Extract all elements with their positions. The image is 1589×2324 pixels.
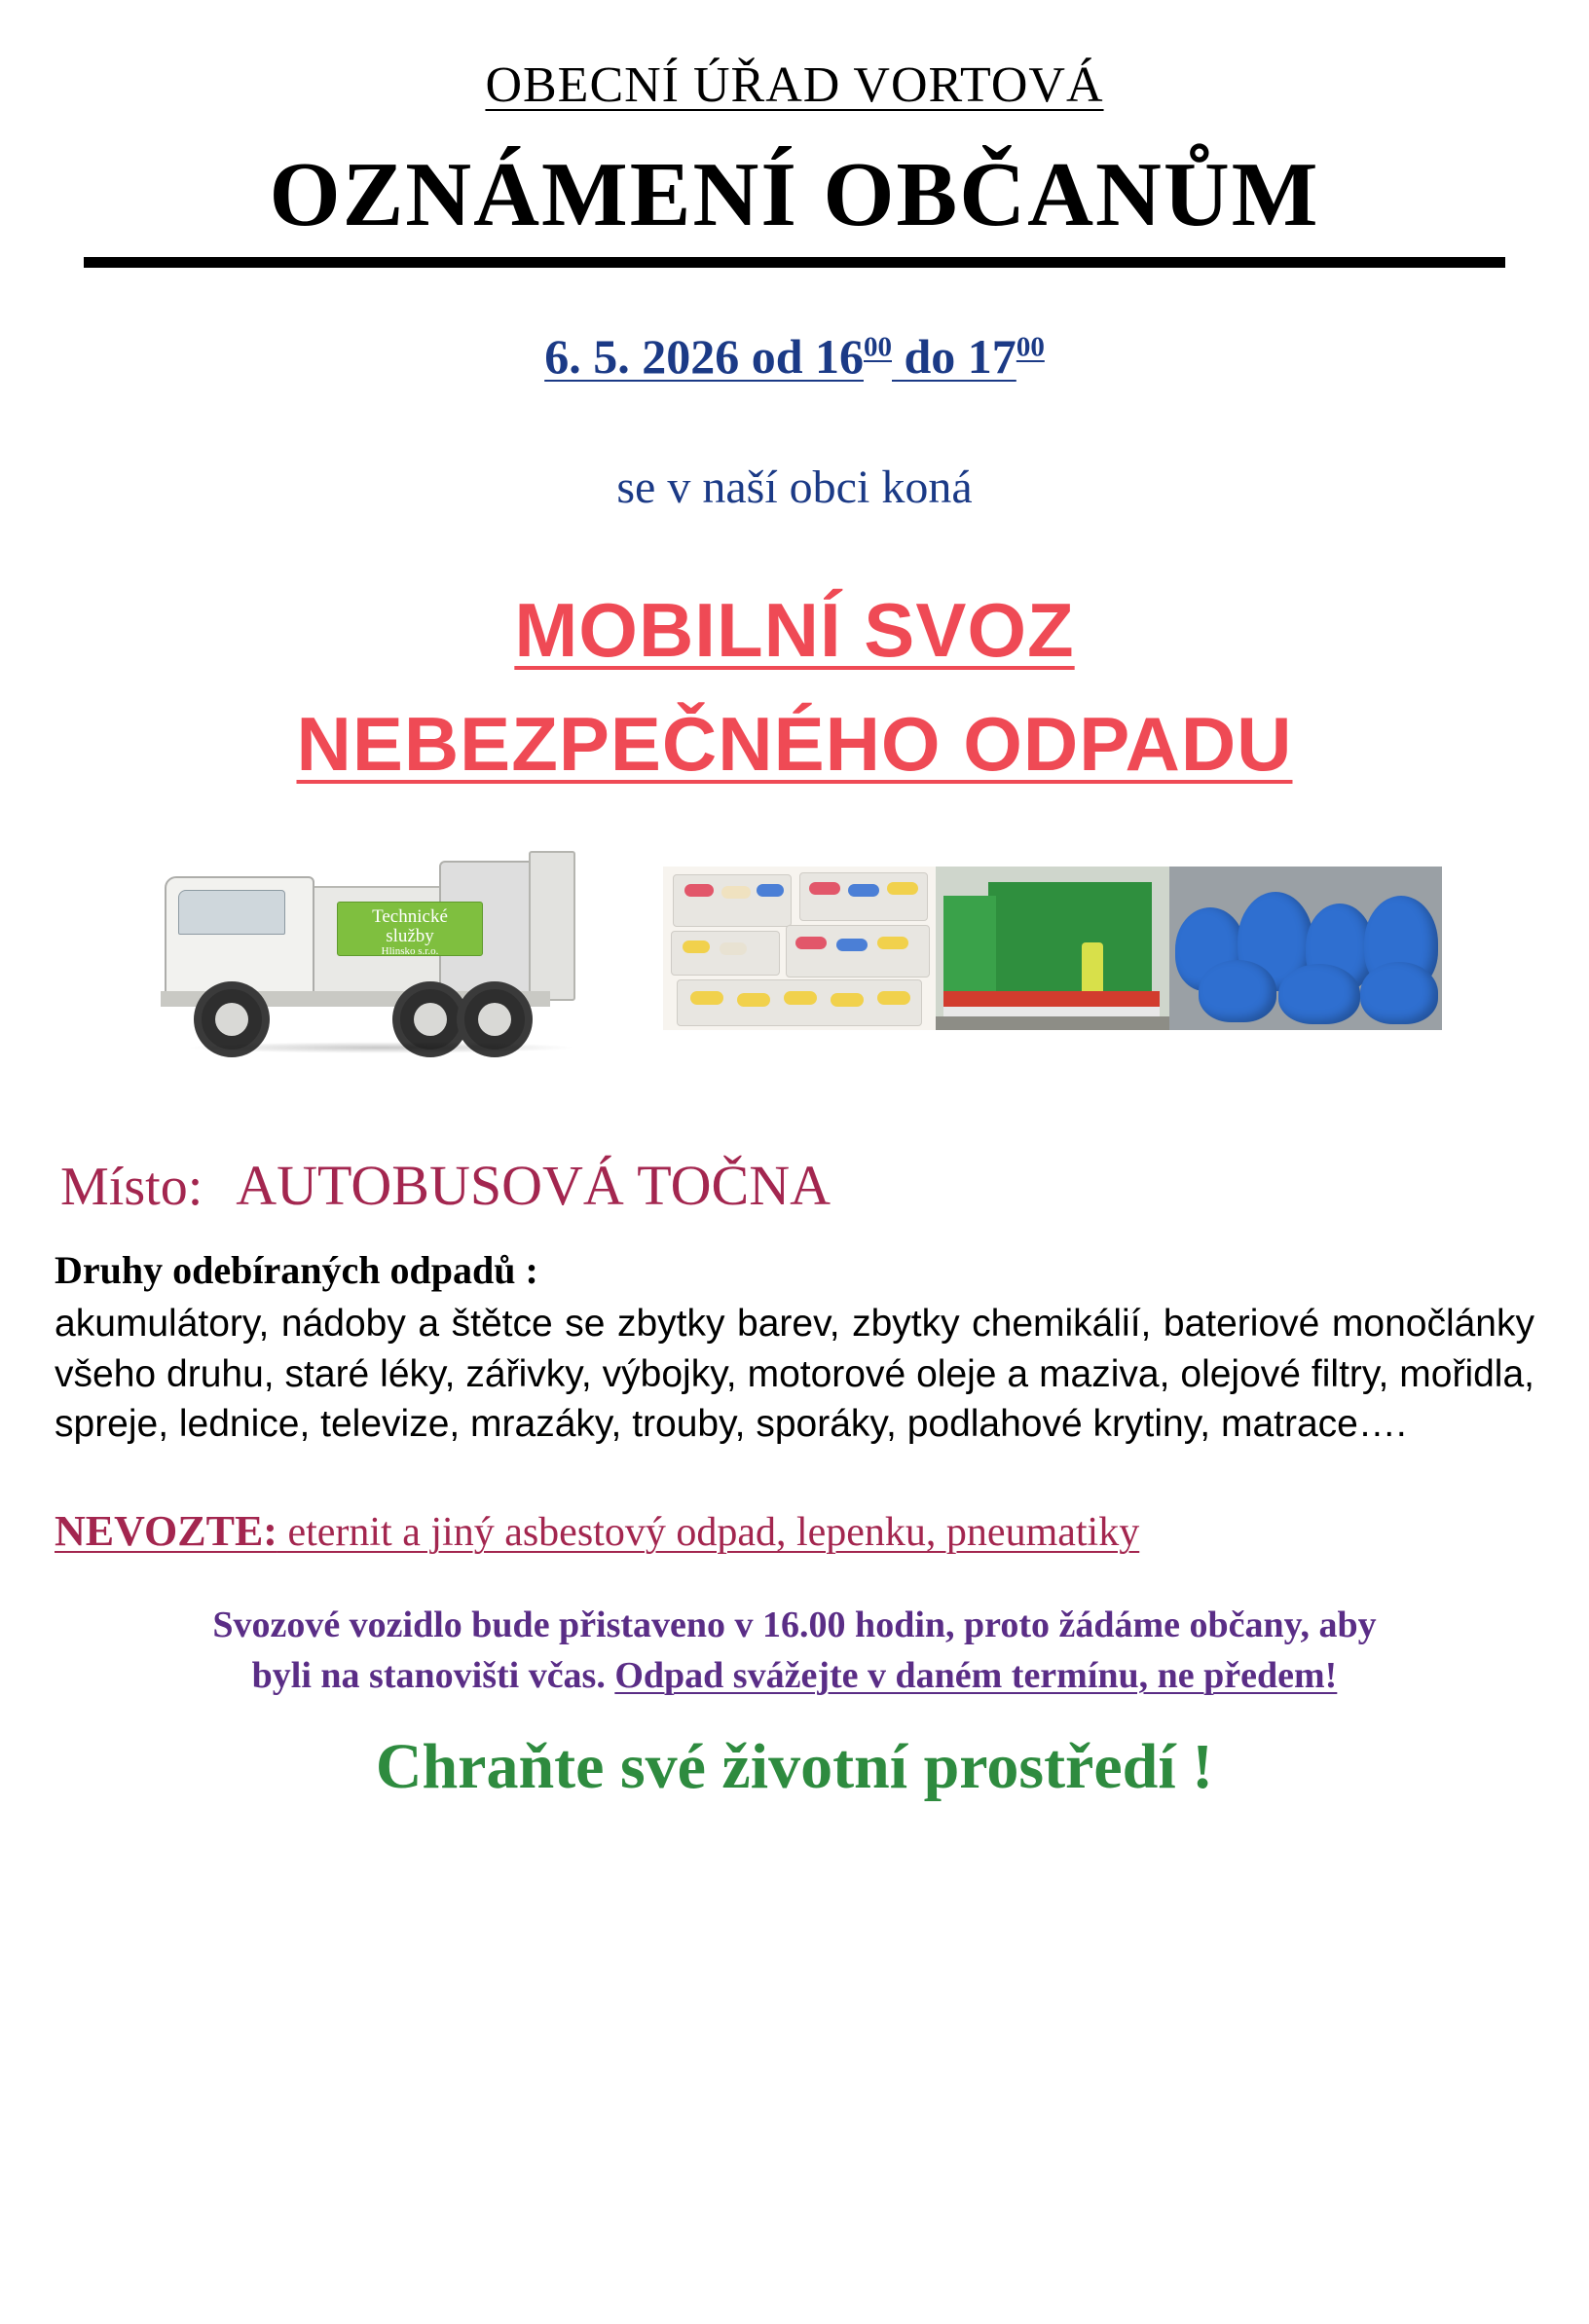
announcement-title: OZNÁMENÍ OBČANŮM bbox=[269, 144, 1320, 245]
notice-text bbox=[78, 1601, 1511, 1701]
truck-plate-line-1: Technické bbox=[372, 905, 448, 927]
event-date-sup-start: 00 bbox=[864, 331, 892, 363]
slogan-text: Chraňte své životní prostředí ! bbox=[375, 1730, 1214, 1802]
place-row bbox=[60, 1153, 1589, 1218]
image-strip bbox=[113, 835, 1476, 1088]
office-title: OBECNÍ ÚŘAD VORTOVÁ bbox=[485, 57, 1104, 113]
headline-line-1: MOBILNÍ SVOZ bbox=[514, 586, 1075, 673]
headline-line-2: NEBEZPEČNÉHO ODPADU bbox=[296, 700, 1293, 787]
truck-plate-line-2: služby bbox=[386, 925, 434, 946]
waste-types-title: Druhy odebíraných odpadů : bbox=[55, 1247, 538, 1292]
notice-line-1: Svozové vozidlo bude přistaveno v 16.00 hodin, proto žádáme občany, aby bbox=[212, 1605, 1377, 1646]
place-value: AUTOBUSOVÁ TOČNA bbox=[236, 1153, 831, 1217]
notice-line-2 bbox=[78, 1651, 1511, 1701]
do-not-bring-text: eternit a jiný asbestový odpad, lepenku, pneumatiky bbox=[277, 1510, 1140, 1556]
poster-page bbox=[0, 56, 1589, 2324]
event-subline: se v naší obci koná bbox=[616, 461, 973, 513]
event-date bbox=[0, 328, 1589, 385]
medicine-pills-photo bbox=[663, 867, 936, 1030]
garbage-truck-photo bbox=[147, 835, 663, 1088]
truck-company-plate bbox=[337, 902, 483, 956]
do-not-bring-label: NEVOZTE: bbox=[55, 1507, 277, 1556]
green-collection-truck-photo bbox=[936, 867, 1169, 1030]
notice-line-2-underlined: Odpad svážejte v daném termínu, ne předem! bbox=[614, 1654, 1338, 1696]
notice-line-2-plain: byli na stanovišti včas. bbox=[251, 1654, 615, 1696]
event-date-sup-end: 00 bbox=[1016, 331, 1045, 363]
event-date-prefix: 6. 5. 2026 od 16 bbox=[544, 328, 864, 384]
event-date-mid: do 17 bbox=[892, 328, 1016, 384]
truck-plate-line-3: Hlinsko s.r.o. bbox=[381, 944, 439, 957]
waste-types-body: akumulátory, nádoby a štětce se zbytky barev, zbytky chemikálií, bateriové monočlánky všeho druhu, staré léky, zářivky, výbojky, motorové oleje a maziva, olejové filtry, mořidla, spreje, lednice, televize, mrazáky, trouby, sporáky, podlahové krytiny, matrace…. bbox=[55, 1302, 1534, 1446]
blue-waste-bags-photo bbox=[1169, 867, 1442, 1030]
do-not-bring-row bbox=[55, 1506, 1589, 1556]
header-divider bbox=[84, 257, 1505, 268]
place-label: Místo: bbox=[60, 1156, 203, 1217]
